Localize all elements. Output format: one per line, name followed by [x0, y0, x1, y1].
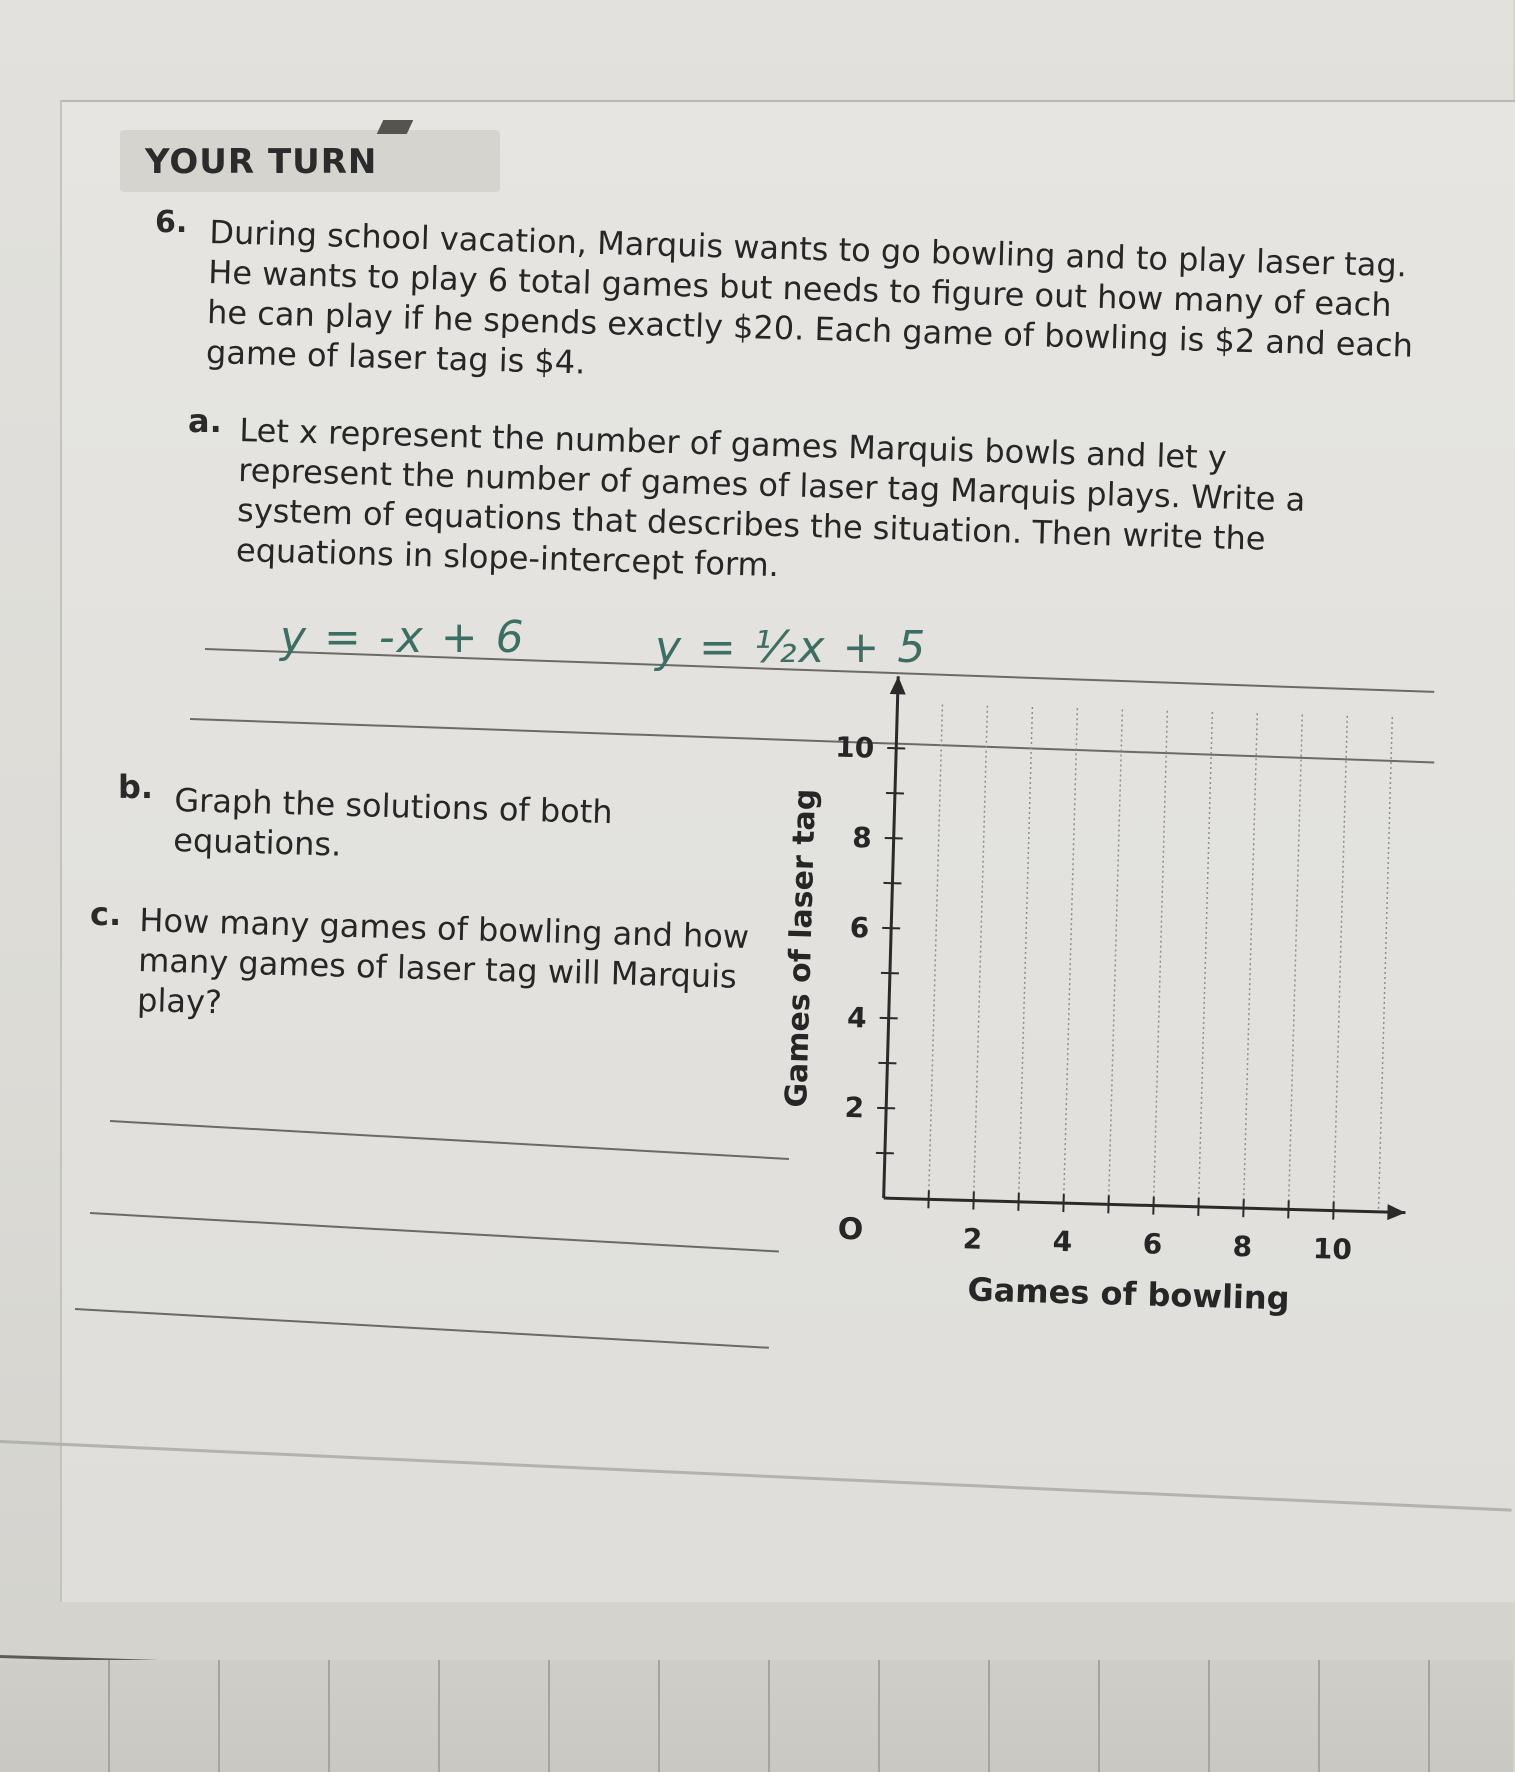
x-tick-8: [1243, 1199, 1244, 1217]
x-tick-label-8: 8: [1232, 1229, 1253, 1264]
graph: [760, 730, 1513, 1530]
x-tick-10: [1333, 1202, 1334, 1220]
y-tick-label-4: 4: [846, 1000, 868, 1035]
x-tick-5: [1108, 1195, 1109, 1213]
y-tick-7: [883, 883, 901, 884]
part-b-text: Graph the solutions of both equations.: [172, 780, 614, 864]
coordinate-grid[interactable]: [760, 730, 1513, 1530]
y-tick-1: [876, 1153, 894, 1154]
x-axis-arrow-icon: [1387, 1204, 1405, 1220]
problem-text: During school vacation, Marquis wants to go bowling and to play laser tag. He wants to play 6 total games but needs to figure out how many of each he can play if he spends exactly $20. Each game of bowling is $2 and each game of laser tag is $4.: [205, 212, 1414, 382]
handwritten-answer-2: y = ½x + 5: [655, 622, 928, 673]
y-axis-label: Games of laser tag: [779, 788, 824, 1109]
x-tick-label-10: 10: [1312, 1232, 1353, 1267]
y-tick-10: [887, 748, 905, 749]
ticks: [874, 748, 1346, 1220]
y-tick-label-2: 2: [844, 1090, 865, 1125]
x-tick-1: [928, 1190, 929, 1208]
x-tick-4: [1063, 1194, 1064, 1212]
x-tick-label-6: 6: [1142, 1227, 1163, 1261]
part-a-label: a.: [188, 402, 222, 440]
x-tick-label-2: 2: [962, 1222, 983, 1256]
x-tick-9: [1288, 1200, 1289, 1218]
y-tick-8: [885, 838, 903, 839]
part-b-label: b.: [118, 768, 154, 806]
y-tick-label-10: 10: [834, 730, 875, 765]
part-a-text: Let x represent the number of games Marquis bowls and let y represent the number of games of laser tag Marquis plays. Write a system of equations that describes the situation. Then write the equations in slope-intercept form.: [235, 410, 1306, 585]
x-tick-6: [1153, 1197, 1154, 1215]
grid-paper: [0, 1660, 1513, 1772]
origin-label: O: [837, 1211, 864, 1248]
part-c-text: How many games of bowling and how many games of laser tag will Marquis play?: [136, 900, 750, 1022]
x-axis: [884, 1198, 1406, 1213]
y-tick-9: [886, 793, 904, 794]
y-tick-5: [881, 973, 899, 974]
y-tick-4: [880, 1018, 898, 1019]
tick-labels: [821, 731, 1366, 1267]
y-tick-2: [877, 1108, 895, 1109]
handwritten-answer-1: y = -x + 6: [280, 612, 526, 663]
y-tick-label-8: 8: [851, 821, 873, 855]
x-tick-2: [973, 1192, 974, 1210]
section-title: YOUR TURN: [145, 142, 378, 182]
x-tick-label-4: 4: [1052, 1224, 1073, 1259]
problem-number: 6.: [155, 205, 188, 240]
y-tick-3: [878, 1063, 896, 1064]
x-tick-3: [1018, 1193, 1019, 1211]
x-tick-7: [1198, 1198, 1199, 1216]
your-turn-banner: [120, 130, 500, 192]
part-c-label: c.: [90, 895, 122, 933]
y-tick-6: [882, 928, 900, 929]
y-tick-label-6: 6: [849, 911, 870, 945]
x-axis-label: Games of bowling: [966, 1270, 1291, 1318]
